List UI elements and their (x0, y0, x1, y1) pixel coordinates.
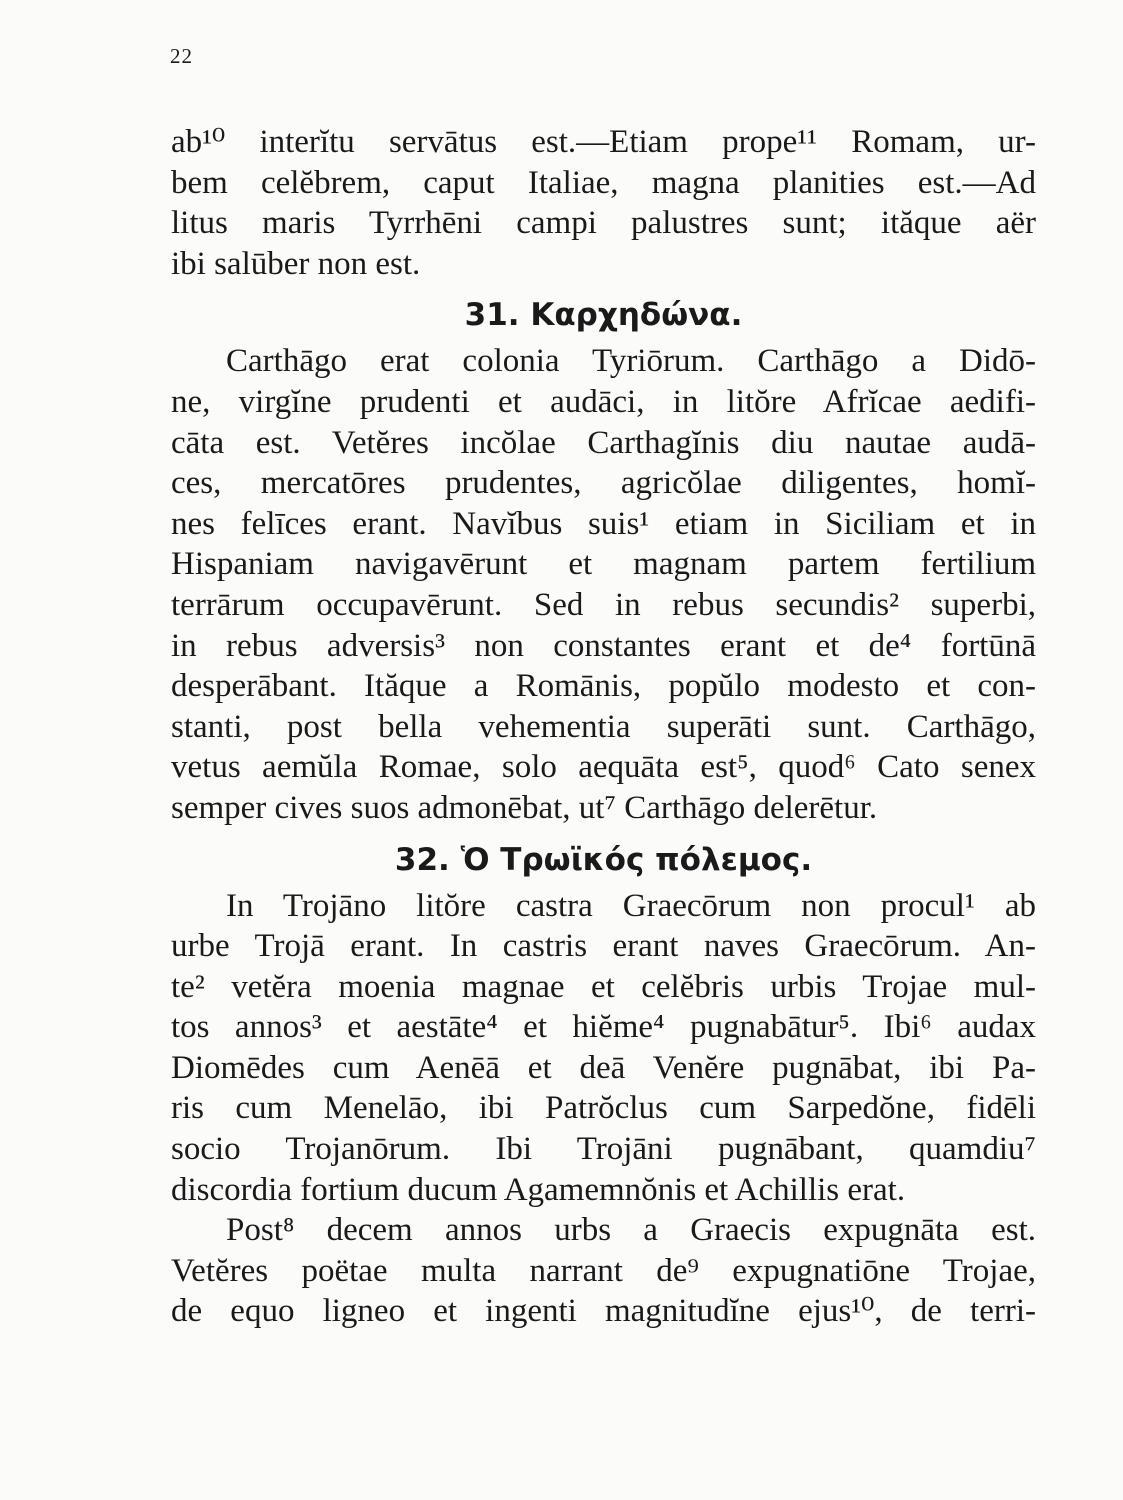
text-line: terrārum occupavērunt. Sed in rebus secundis² superbi, (171, 586, 1036, 623)
text-line: urbe Trojā erant. In castris erant naves Graecōrum. An- (171, 928, 1036, 965)
text-line: ibi salūber non est. (171, 245, 421, 282)
text-line: discordia fortium ducum Agamemnŏnis et Achillis erat. (171, 1171, 906, 1208)
text-line: Post⁸ decem annos urbs a Graecis expugnāta est. (226, 1212, 1036, 1249)
text-line: vetus aemŭla Romae, solo aequāta est⁵, quod⁶ Cato senex (171, 749, 1036, 786)
text-line: stanti, post bella vehementia superāti sunt. Carthāgo, (171, 708, 1036, 745)
text-line: ab¹⁰ interĭtu servātus est.—Etiam prope¹¹ Romam, ur- (171, 124, 1036, 160)
text-line: te² vetĕra moenia magnae et celĕbris urbis Trojae mul- (171, 968, 1036, 1005)
section-heading-32: 32. Ὁ Τρωϊκός πόλεμος. (394, 841, 813, 878)
text-line: Diomēdes cum Aenēā et deā Venĕre pugnābat, ibi Pa- (171, 1049, 1036, 1086)
page-number: 22 (170, 44, 193, 68)
text-line: cāta est. Vetĕres incŏlae Carthagĭnis diu nautae audā- (171, 424, 1036, 461)
section-heading-31: 31. Καρχηδώνα. (464, 297, 743, 334)
page-text (171, 122, 1036, 1332)
text-line: ces, mercatōres prudentes, agricŏlae diligentes, homĭ- (171, 465, 1036, 502)
text-line: nes felīces erant. Navĭbus suis¹ etiam in Siciliam et in (171, 505, 1036, 542)
text-line: bem celĕbrem, caput Italiae, magna planities est.—Ad (171, 164, 1036, 201)
text-line: In Trojāno litŏre castra Graecōrum non procul¹ ab (226, 887, 1036, 924)
text-line: in rebus adversis³ non constantes erant et de⁴ fortūnā (171, 627, 1036, 664)
text-line: Vetĕres poëtae multa narrant de⁹ expugnatiōne Trojae, (171, 1252, 1036, 1289)
text-line: litus maris Tyrrhēni campi palustres sunt; ităque aër (171, 205, 1036, 242)
text-line: socio Trojanōrum. Ibi Trojāni pugnābant, quamdiu⁷ (171, 1131, 1036, 1168)
text-line: ris cum Menelāo, ibi Patrŏclus cum Sarpedŏne, fidēli (171, 1090, 1036, 1127)
text-line: ne, virgĭne prudenti et audāci, in litŏre Afrĭcae aedifi- (171, 383, 1036, 420)
text-line: desperābant. Ităque a Romānis, popŭlo modesto et con- (171, 668, 1036, 705)
text-line: Carthāgo erat colonia Tyriōrum. Carthāgo a Didō- (226, 343, 1036, 380)
text-line: tos annos³ et aestāte⁴ et hiĕme⁴ pugnabātur⁵. Ibi⁶ audax (171, 1009, 1036, 1046)
text-line: Hispaniam navigavērunt et magnam partem fertilium (171, 546, 1036, 583)
text-line: semper cives suos admonēbat, ut⁷ Carthāgo delerētur. (171, 789, 878, 826)
text-line: de equo ligneo et ingenti magnitudĭne ejus¹⁰, de terri- (171, 1293, 1036, 1330)
